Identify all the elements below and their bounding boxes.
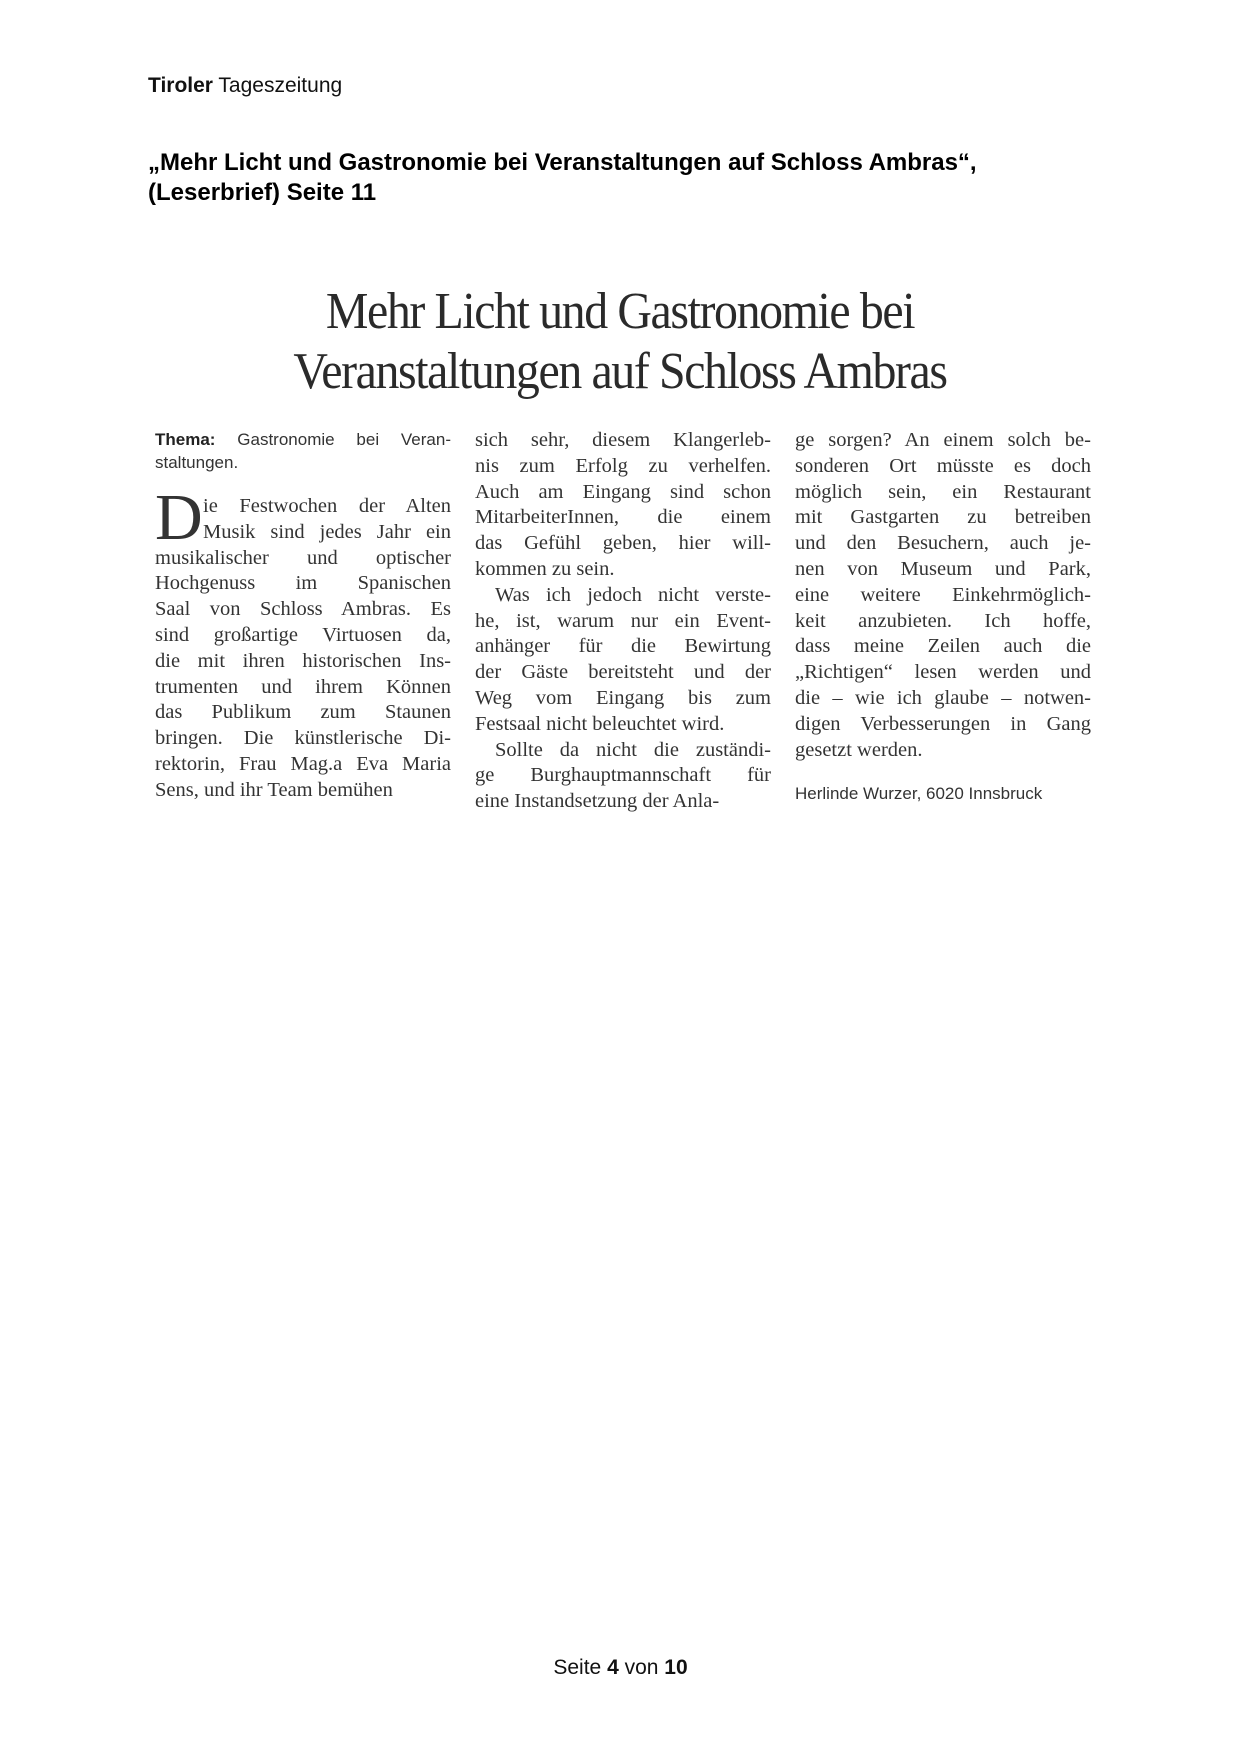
page-footer bbox=[0, 1656, 1241, 1680]
body-text-line: MitarbeiterInnen, die einem bbox=[475, 506, 771, 529]
body-text-line: sind großartige Virtuosen da, bbox=[155, 623, 451, 646]
publication-name-bold: Tiroler bbox=[148, 74, 213, 97]
article-body-start bbox=[155, 481, 451, 804]
body-text-line: mit Gastgarten zu betreiben bbox=[795, 506, 1091, 529]
letter-signature: Herlinde Wurzer, 6020 Innsbruck bbox=[795, 784, 1043, 804]
body-text-line: Festsaal nicht beleuchtet wird. bbox=[475, 712, 725, 735]
thema-text-1: Gastronomie bei Veran- bbox=[215, 430, 451, 449]
body-text-line: sich sehr, diesem Klangerleb- bbox=[475, 429, 771, 451]
body-text-line: und den Besuchern, auch je- bbox=[795, 532, 1091, 555]
body-text-line: Saal von Schloss Ambras. Es bbox=[155, 598, 451, 621]
publication-name bbox=[148, 74, 342, 98]
body-text-line: Hochgenuss im Spanischen bbox=[155, 572, 451, 595]
thema-text-2: staltungen. bbox=[155, 453, 239, 472]
article-column-3 bbox=[795, 428, 1091, 807]
body-text-line: der Gäste bereitsteht und der bbox=[475, 661, 771, 684]
body-text-line: anhänger für die Bewirtung bbox=[475, 635, 771, 658]
body-text-line: Musik sind jedes Jahr ein bbox=[203, 520, 451, 543]
body-text-line: Was ich jedoch nicht verste- bbox=[495, 583, 771, 606]
body-text-line: möglich sein, ein Restaurant bbox=[795, 480, 1091, 503]
body-text-line: ie Festwochen der Alten bbox=[203, 495, 451, 517]
body-text-line: die – wie ich glaube – notwen- bbox=[795, 686, 1091, 709]
body-text-line: eine weitere Einkehrmöglich- bbox=[795, 583, 1091, 606]
footer-prefix: Seite bbox=[553, 1656, 608, 1679]
footer-total-pages: 10 bbox=[664, 1656, 688, 1679]
body-text-line: Sens, und ihr Team bemühen bbox=[155, 778, 393, 801]
drop-cap: D bbox=[155, 481, 203, 554]
body-text-line: Auch am Eingang sind schon bbox=[475, 480, 771, 503]
publication-name-rest: Tageszeitung bbox=[212, 74, 343, 97]
footer-middle: von bbox=[618, 1656, 665, 1679]
body-text-line: he, ist, warum nur ein Event- bbox=[475, 609, 771, 632]
body-text-line: sonderen Ort müsste es doch bbox=[795, 454, 1091, 477]
thema-label: Thema: bbox=[155, 430, 216, 449]
body-text-line: trumenten und ihrem Können bbox=[155, 675, 451, 698]
article-column-1 bbox=[155, 428, 451, 804]
body-text-line: ge sorgen? An einem solch be- bbox=[795, 429, 1091, 451]
body-text-line: Sollte da nicht die zuständi- bbox=[495, 738, 771, 761]
body-text-line: musikalischer und optischer bbox=[155, 546, 451, 569]
body-text-line: Weg vom Eingang bis zum bbox=[475, 686, 771, 709]
article-column-2 bbox=[475, 428, 771, 815]
body-text-line: gesetzt werden. bbox=[795, 738, 923, 761]
document-title-line-1: „Mehr Licht und Gastronomie bei Veranstaltungen auf Schloss Ambras“, bbox=[148, 149, 977, 176]
thema-box bbox=[155, 428, 451, 474]
body-text-line: nen von Museum und Park, bbox=[795, 557, 1091, 580]
body-text-line: rektorin, Frau Mag.a Eva Maria bbox=[155, 752, 451, 775]
body-text-line: „Richtigen“ lesen werden und bbox=[795, 661, 1091, 684]
body-text-line: digen Verbesserungen in Gang bbox=[795, 712, 1091, 735]
article-headline-line-1: Mehr Licht und Gastronomie bei bbox=[325, 283, 915, 340]
body-text-line: bringen. Die künstlerische Di- bbox=[155, 727, 451, 750]
body-text-line: die mit ihren historischen Ins- bbox=[155, 649, 451, 672]
body-text-line: kommen zu sein. bbox=[475, 557, 615, 580]
body-text-line: eine Instandsetzung der Anla- bbox=[475, 790, 720, 813]
body-text-line: dass meine Zeilen auch die bbox=[795, 635, 1091, 658]
footer-current-page: 4 bbox=[607, 1656, 619, 1679]
document-title bbox=[148, 148, 1108, 208]
body-text-line: nis zum Erfolg zu verhelfen. bbox=[475, 454, 771, 477]
body-text-line: ge Burghauptmannschaft für bbox=[475, 764, 771, 787]
document-title-line-2: (Leserbrief) Seite 11 bbox=[148, 179, 377, 206]
body-text-line: das Gefühl geben, hier will- bbox=[475, 532, 771, 555]
article-headline bbox=[234, 282, 1007, 402]
article-headline-line-2: Veranstaltungen auf Schloss Ambras bbox=[293, 343, 947, 400]
body-text-line: keit anzubieten. Ich hoffe, bbox=[795, 609, 1091, 632]
body-text-line: das Publikum zum Staunen bbox=[155, 701, 451, 724]
